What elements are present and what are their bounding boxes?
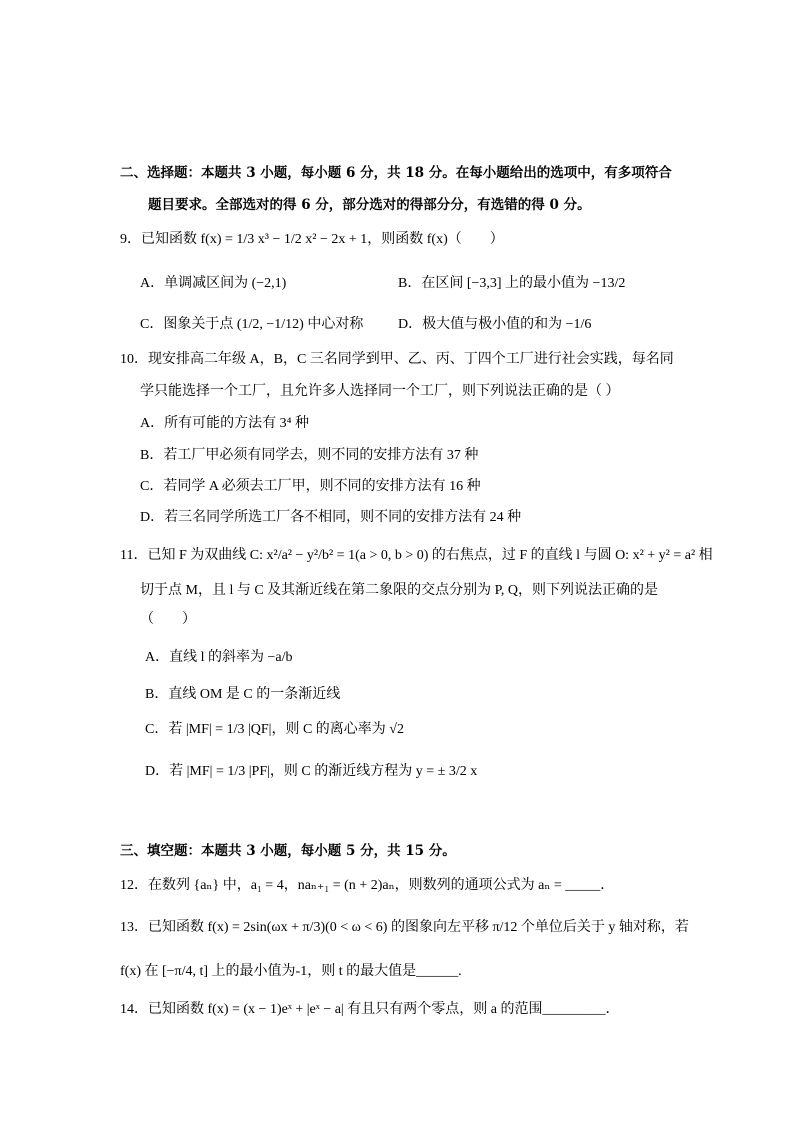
section-2-heading-line1: 二、选择题：本题共 3 小题，每小题 6 分，共 18 分。在每小题给出的选项中，有多项符合	[120, 165, 672, 181]
q9-option-b: B．在区间 [−3,3] 上的最小值为 −13/2	[398, 276, 626, 291]
q9-option-a: A．单调减区间为 (−2,1)	[140, 276, 287, 291]
q11-stem-line3: （ ）	[140, 612, 196, 627]
q11-option-c: C．若 |MF| = 1/3 |QF|，则 C 的离心率为 √2	[145, 722, 404, 737]
q9-option-c: C．图象关于点 (1/2, −1/12) 中心对称	[140, 317, 364, 332]
q10-option-a: A．所有可能的方法有 3⁴ 种	[140, 416, 309, 431]
q10-option-d: D．若三名同学所选工厂各不相同，则不同的安排方法有 24 种	[140, 510, 522, 525]
q10-option-c: C．若同学 A 必须去工厂甲，则不同的安排方法有 16 种	[140, 479, 481, 494]
q11-stem-line2: 切于点 M，且 l 与 C 及其渐近线在第二象限的交点分别为 P, Q，则下列说法正确的是	[140, 583, 659, 598]
q9-stem: 9．已知函数 f(x) = 1/3 x³ − 1/2 x² − 2x + 1，则函数 f(x)（ ）	[120, 232, 504, 247]
q11-option-a: A．直线 l 的斜率为 −a/b	[145, 650, 293, 665]
q12-stem: 12．在数列 {aₙ} 中，a₁ = 4，naₙ₊₁ = (n + 2)aₙ，则数列的通项公式为 aₙ = _____．	[120, 878, 615, 893]
q11-option-b: B．直线 OM 是 C 的一条渐近线	[145, 687, 341, 702]
section-2-heading-line2: 题目要求。全部选对的得 6 分，部分选对的得部分分，有选错的得 0 分。	[148, 197, 591, 213]
q10-option-b: B．若工厂甲必须有同学去，则不同的安排方法有 37 种	[140, 448, 479, 463]
q11-option-d: D．若 |MF| = 1/3 |PF|，则 C 的渐近线方程为 y = ± 3/2 x	[145, 764, 478, 779]
q14-stem: 14．已知函数 f(x) = (x − 1)eˣ + |eˣ − a| 有且只有两个零点，则 a 的范围_________．	[120, 1002, 620, 1017]
q10-stem-line2: 学只能选择一个工厂，且允许多人选择同一个工厂，则下列说法正确的是（ ）	[140, 384, 620, 399]
q13-stem-line2: f(x) 在 [−π/4, t] 上的最小值为-1，则 t 的最大值是______.	[120, 964, 462, 979]
section-3-heading: 三、填空题：本题共 3 小题，每小题 5 分，共 15 分。	[120, 843, 456, 859]
q9-option-d: D．极大值与极小值的和为 −1/6	[398, 317, 592, 332]
q10-stem-line1: 10．现安排高二年级 A，B，C 三名同学到甲、乙、丙、丁四个工厂进行社会实践，每名同	[120, 352, 674, 367]
q11-stem-line1: 11．已知 F 为双曲线 C: x²/a² − y²/b² = 1(a > 0, b > 0) 的右焦点，过 F 的直线 l 与圆 O: x² + y² = a² 相	[120, 548, 713, 563]
q13-stem-line1: 13．已知函数 f(x) = 2sin(ωx + π/3)(0 < ω < 6) 的图象向左平移 π/12 个单位后关于 y 轴对称，若	[120, 920, 689, 935]
